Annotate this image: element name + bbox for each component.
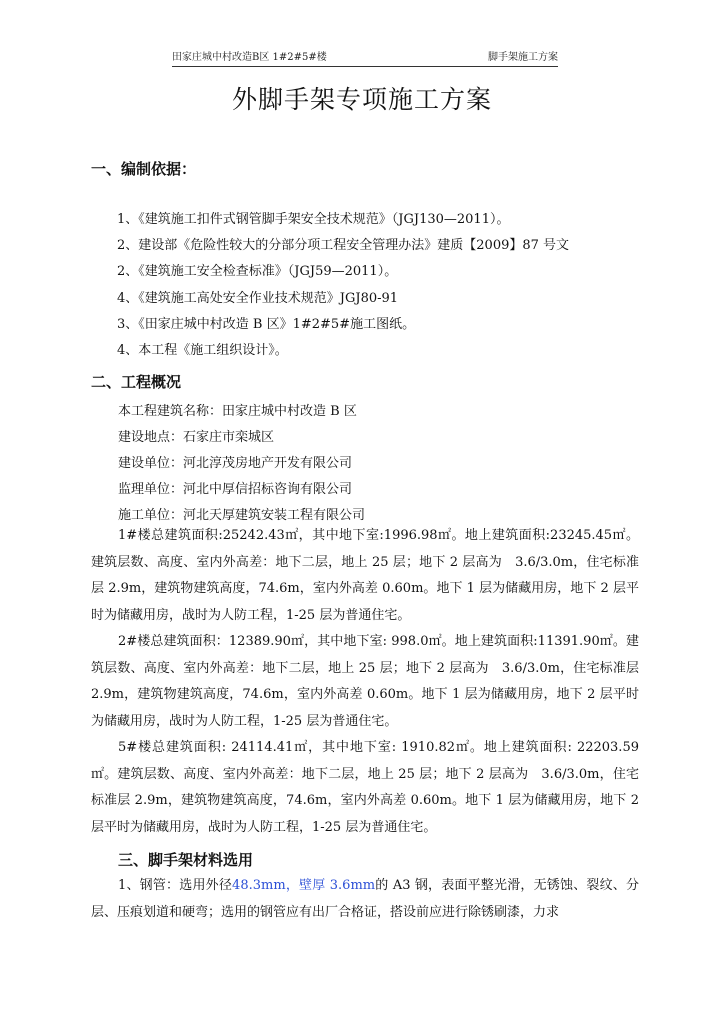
basis-item: 1、《建筑施工扣件式钢管脚手架安全技术规范》（JGJ130—2011）。 xyxy=(117,212,510,227)
document-title: 外脚手架专项施工方案 xyxy=(231,85,492,114)
building-2-overview: 2#楼总建筑面积：12389.90㎡，其中地下室: 998.0㎡。地上建筑面积:11391.90㎡。建筑层数、高度、室内外高差：地下二层，地上 25 层；地下 2 层高为 3.6/3.0m，住宅标准层 2.9m，建筑物建筑高度，74.6m，室内外高差 0.60m。地下 1 层为储藏用房，地下 2 层平时为储藏用房，战时为人防工程，1-25 层为普通住宅。 xyxy=(91,634,639,729)
steel-pipe-prefix: 1、钢管：选用外径 xyxy=(118,878,233,893)
basis-item: 3、《田家庄城中村改造 B 区》1#2#5#施工图纸。 xyxy=(117,317,416,332)
building-1-overview: 1#楼总建筑面积:25242.43㎡，其中地下室:1996.98㎡。地上建筑面积:23245.45㎡。建筑层数、高度、室内外高差：地下二层，地上 25 层；地下 2 层高为 3.6/3.0m，住宅标准层 2.9m，建筑物建筑高度，74.6m，室内外高差 0.60m。地下 1 层为储藏用房，地下 2 层平时为储藏用房，战时为人防工程，1-25 层为普通住宅。 xyxy=(91,528,639,623)
project-location-line: 建设地点：石家庄市栾城区 xyxy=(118,430,275,445)
outer-diameter-value: 48.3mm， xyxy=(232,878,300,893)
section-3-heading: 三、脚手架材料选用 xyxy=(118,851,254,869)
header-project-name: 田家庄城中村改造B区 1#2#5#楼 xyxy=(172,52,327,63)
section-2-heading: 二、工程概况 xyxy=(91,373,182,391)
contractor-line: 施工单位：河北天厚建筑安装工程有限公司 xyxy=(118,508,366,523)
building-5-overview: 5#楼总建筑面积: 24114.41㎡，其中地下室: 1910.82㎡。地上建筑面积: 22203.59㎡。建筑层数、高度、室内外高差：地下二层，地上 25 层；地下 2 层高为 3.6/3.0m，住宅标准层 2.9m，建筑物建筑高度，74.6m，室内外高差 0.60m。地下 1 层为储藏用房，地下 2 层平时为储藏用房，战时为人防工程，1-25 层为普通住宅。 xyxy=(91,740,639,835)
basis-item: 4、《建筑施工高处安全作业技术规范》JGJ80-91 xyxy=(117,291,399,306)
developer-line: 建设单位：河北淳茂房地产开发有限公司 xyxy=(118,456,353,471)
wall-thickness-value: 壁厚 3.6mm xyxy=(299,878,376,893)
steel-pipe-requirements: 的 A3 钢，表面平整光滑，无锈蚀、裂纹、分层、压痕划道和硬弯；选用的钢管应有出厂合格证，搭设前应进行除锈刷漆，力求 xyxy=(91,878,639,920)
supervisor-line: 监理单位：河北中厚信招标咨询有限公司 xyxy=(118,482,353,497)
basis-item: 2、建设部《危险性较大的分部分项工程安全管理办法》建质【2009】87 号文 xyxy=(117,238,570,253)
project-name-line: 本工程建筑名称：田家庄城中村改造 B 区 xyxy=(118,404,357,419)
basis-item: 2、《建筑施工安全检查标准》（JGJ59—2011）。 xyxy=(117,264,398,279)
header-doc-name: 脚手架施工方案 xyxy=(488,52,558,63)
steel-pipe-paragraph xyxy=(91,873,639,926)
page-header xyxy=(172,52,558,67)
basis-item: 4、本工程《施工组织设计》。 xyxy=(117,343,288,358)
section-1-heading: 一、编制依据： xyxy=(91,160,197,178)
